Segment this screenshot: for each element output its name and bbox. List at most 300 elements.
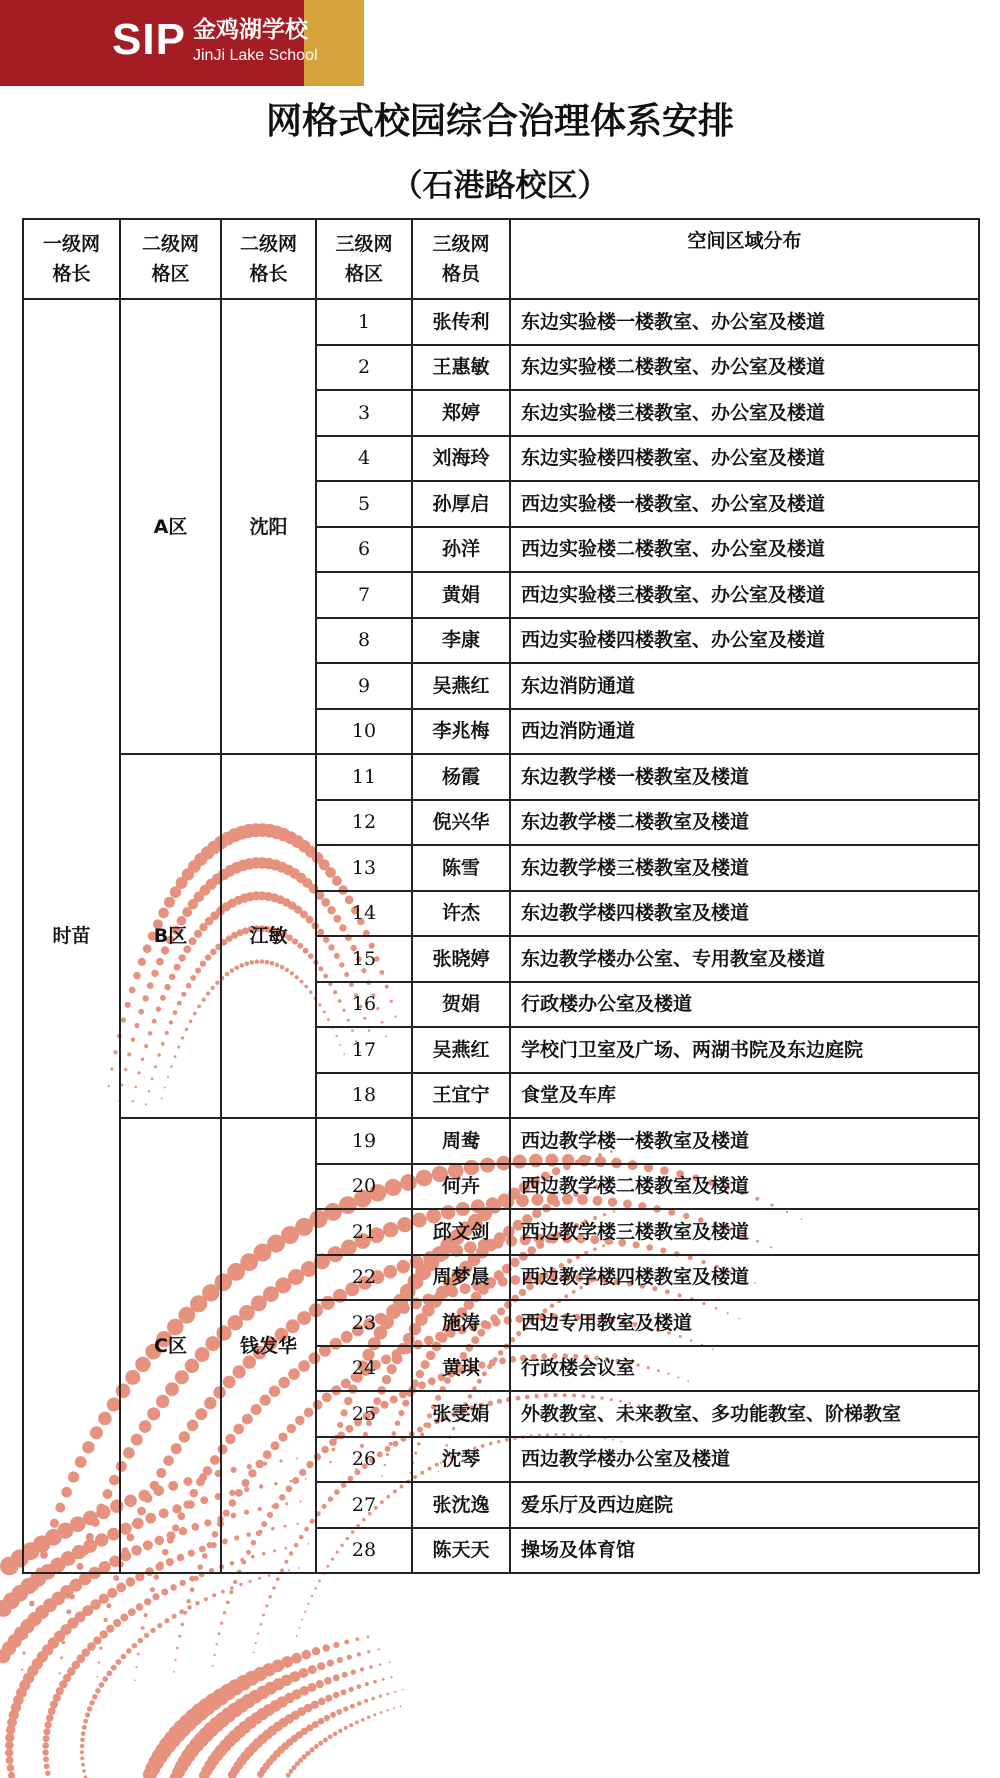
halftone-dot [317, 1662, 325, 1670]
halftone-dot [116, 1659, 122, 1665]
halftone-dot [186, 1599, 190, 1603]
area-cell: 东边实验楼一楼教室、办公室及楼道 [510, 299, 979, 345]
area-cell: 学校门卫室及广场、两湖书院及东边庭院 [510, 1027, 979, 1073]
halftone-dot [389, 1661, 391, 1663]
area-cell: 东边教学楼办公室、专用教室及楼道 [510, 936, 979, 982]
halftone-dot [265, 1604, 268, 1607]
table-row [23, 299, 979, 345]
halftone-dot [204, 1597, 208, 1601]
halftone-dot [318, 1741, 323, 1746]
halftone-dot [93, 1636, 101, 1644]
halftone-dot [6, 1756, 14, 1764]
halftone-dot [212, 1665, 214, 1667]
halftone-dot [387, 1693, 390, 1696]
halftone-dot [46, 1714, 54, 1722]
halftone-dot [44, 1763, 50, 1769]
halftone-dot [120, 1614, 128, 1622]
member-name-cell: 张晓婷 [412, 936, 510, 982]
halftone-dot [80, 1744, 84, 1748]
halftone-dot [152, 1593, 159, 1600]
member-name-cell: 邱文剑 [412, 1209, 510, 1255]
row-number-cell: 14 [316, 891, 412, 937]
halftone-dot [323, 1738, 328, 1743]
halftone-dot [128, 1608, 136, 1616]
area-cell: 东边实验楼二楼教室、办公室及楼道 [510, 345, 979, 391]
halftone-dot [378, 1648, 380, 1650]
table-body [23, 299, 979, 1573]
halftone-dot [357, 1701, 362, 1706]
area-cell: 行政楼会议室 [510, 1346, 979, 1392]
halftone-dot [150, 1628, 155, 1633]
halftone-dot [337, 1657, 343, 1663]
row-number-cell: 23 [316, 1300, 412, 1346]
halftone-dot [106, 1603, 111, 1608]
header-level2-zone: 二级网 格区 [120, 219, 221, 299]
zone-head-cell: 江敏 [221, 754, 316, 1118]
table-header-row [23, 219, 979, 299]
member-name-cell: 孙厚启 [412, 481, 510, 527]
halftone-dot [80, 1738, 85, 1743]
halftone-dot [226, 1601, 230, 1605]
halftone-dot [380, 1711, 383, 1714]
area-cell: 操场及体育馆 [510, 1528, 979, 1574]
halftone-dot [81, 1763, 85, 1767]
member-name-cell: 吴燕红 [412, 663, 510, 709]
halftone-dot [161, 1589, 168, 1596]
row-number-cell: 26 [316, 1437, 412, 1483]
row-number-cell: 1 [316, 299, 412, 345]
halftone-dot [281, 1656, 293, 1668]
member-name-cell: 施涛 [412, 1300, 510, 1346]
member-name-cell: 何卉 [412, 1164, 510, 1210]
page-title: 网格式校园综合治理体系安排 [265, 101, 734, 142]
halftone-dot [336, 1709, 342, 1715]
halftone-dot [344, 1726, 348, 1730]
halftone-dot [174, 1659, 176, 1661]
halftone-dot [314, 1744, 319, 1749]
halftone-dot [106, 1670, 112, 1676]
halftone-dot [239, 1583, 242, 1586]
row-number-cell: 2 [316, 345, 412, 391]
area-cell: 食堂及车库 [510, 1073, 979, 1119]
halftone-dot [233, 1580, 237, 1584]
area-cell: 西边实验楼三楼教室、办公室及楼道 [510, 572, 979, 618]
halftone-dot [338, 1729, 342, 1733]
halftone-dot [89, 1700, 94, 1705]
halftone-dot [314, 1587, 317, 1590]
member-name-cell: 王宜宁 [412, 1073, 510, 1119]
halftone-dot [379, 1695, 382, 1698]
halftone-dot [393, 1707, 395, 1709]
halftone-dot [82, 1769, 86, 1773]
header-level1-head: 一级网 格长 [23, 219, 120, 299]
halftone-dot [229, 1590, 233, 1594]
halftone-dot [361, 1718, 365, 1722]
member-name-cell: 贺娟 [412, 982, 510, 1028]
member-name-cell: 沈琴 [412, 1437, 510, 1483]
halftone-dot [291, 1653, 302, 1664]
halftone-dot [173, 1671, 175, 1673]
halftone-dot [190, 1587, 195, 1592]
header-gold-block [304, 0, 364, 86]
halftone-dot [308, 1665, 317, 1674]
zone-head-cell: 沈阳 [221, 299, 316, 754]
area-cell: 外教教室、未来教室、多功能教室、阶梯教室 [510, 1391, 979, 1437]
row-number-cell: 27 [316, 1482, 412, 1528]
area-cell: 西边教学楼二楼教室及楼道 [510, 1164, 979, 1210]
sip-logo-mark: SIP [112, 15, 186, 64]
area-cell: 东边教学楼一楼教室及楼道 [510, 754, 979, 800]
member-name-cell: 黄娟 [412, 572, 510, 618]
halftone-dot [48, 1707, 56, 1715]
halftone-dot [126, 1648, 132, 1654]
halftone-dot [176, 1647, 179, 1650]
halftone-dot [310, 1747, 315, 1752]
halftone-dot [296, 1635, 298, 1637]
area-cell: 西边教学楼办公室及楼道 [510, 1437, 979, 1483]
area-cell: 东边实验楼三楼教室、办公室及楼道 [510, 390, 979, 436]
halftone-dot [164, 1618, 169, 1623]
halftone-dot [349, 1723, 353, 1727]
halftone-dot [111, 1665, 117, 1671]
zone-cell: B区 [120, 754, 221, 1118]
area-cell: 东边教学楼二楼教室及楼道 [510, 800, 979, 846]
halftone-dot [87, 1706, 92, 1711]
row-number-cell: 17 [316, 1027, 412, 1073]
halftone-dot [357, 1684, 362, 1689]
area-cell: 西边专用教室及楼道 [510, 1300, 979, 1346]
halftone-dot [325, 1695, 332, 1702]
halftone-dot [102, 1676, 108, 1682]
halftone-dot [189, 1576, 195, 1582]
row-number-cell: 11 [316, 754, 412, 800]
row-number-cell: 7 [316, 572, 412, 618]
halftone-dot [59, 1672, 61, 1674]
halftone-dot [373, 1713, 376, 1716]
member-name-cell: 吴燕红 [412, 1027, 510, 1073]
halftone-dot [318, 1698, 326, 1706]
row-number-cell: 4 [316, 436, 412, 482]
level1-head-cell: 时苗 [23, 299, 120, 1573]
halftone-dot [223, 1611, 226, 1614]
halftone-dot [318, 1580, 321, 1583]
halftone-dot [106, 1625, 114, 1633]
member-name-cell: 李康 [412, 618, 510, 664]
halftone-dot [212, 1593, 216, 1597]
halftone-dot [327, 1659, 334, 1666]
halftone-dot [307, 1603, 309, 1605]
row-number-cell: 9 [316, 663, 412, 709]
halftone-dot [302, 1650, 312, 1660]
halftone-dot [82, 1725, 87, 1730]
member-name-cell: 杨霞 [412, 754, 510, 800]
halftone-dot [138, 1638, 144, 1644]
halftone-dot [95, 1688, 101, 1694]
halftone-dot [257, 1632, 259, 1634]
halftone-dot [29, 1601, 35, 1607]
member-name-cell: 周梦晨 [412, 1255, 510, 1301]
row-number-cell: 13 [316, 845, 412, 891]
halftone-dot [92, 1694, 98, 1700]
halftone-dot [179, 1609, 184, 1614]
halftone-dot [218, 1632, 221, 1635]
area-cell: 西边教学楼一楼教室及楼道 [510, 1118, 979, 1164]
row-number-cell: 5 [316, 481, 412, 527]
member-name-cell: 倪兴华 [412, 800, 510, 846]
halftone-dot [369, 1665, 373, 1669]
halftone-dot [141, 1626, 145, 1630]
row-number-cell: 28 [316, 1528, 412, 1574]
halftone-dot [394, 1691, 396, 1693]
halftone-dot [113, 1619, 121, 1627]
halftone-dot [344, 1640, 349, 1645]
member-name-cell: 张雯娟 [412, 1391, 510, 1437]
halftone-dot [402, 1689, 404, 1691]
header-level3-zone: 三级网 格区 [316, 219, 412, 299]
halftone-dot [351, 1670, 356, 1675]
halftone-dot [330, 1712, 336, 1718]
halftone-dot [150, 1587, 155, 1592]
halftone-dot [349, 1687, 354, 1692]
header-level3-member: 三级网 格员 [412, 219, 510, 299]
halftone-dot [311, 1701, 319, 1709]
halftone-dot [80, 1750, 84, 1754]
halftone-dot [342, 1672, 348, 1678]
header-banner [0, 0, 364, 86]
halftone-dot [98, 1661, 100, 1663]
table-row [23, 754, 979, 800]
halftone-dot [343, 1706, 348, 1711]
halftone-dot [97, 1676, 99, 1678]
halftone-dot [21, 1669, 23, 1671]
row-number-cell: 12 [316, 800, 412, 846]
halftone-dot [312, 1721, 319, 1728]
halftone-dot [44, 1721, 51, 1728]
halftone-dot [323, 1644, 330, 1651]
area-cell: 东边实验楼四楼教室、办公室及楼道 [510, 436, 979, 482]
halftone-dot [180, 1580, 186, 1586]
halftone-dot [350, 1704, 355, 1709]
halftone-dot [299, 1668, 309, 1678]
halftone-dot [116, 1583, 126, 1593]
halftone-dot [276, 1577, 280, 1581]
member-name-cell: 张传利 [412, 299, 510, 345]
halftone-dot [307, 1683, 316, 1692]
halftone-dot [379, 1663, 382, 1666]
row-number-cell: 16 [316, 982, 412, 1028]
halftone-dot [104, 1618, 108, 1622]
row-number-cell: 8 [316, 618, 412, 664]
halftone-dot [299, 1627, 301, 1629]
halftone-dot [333, 1692, 340, 1699]
halftone-dot [221, 1590, 225, 1594]
halftone-dot [80, 1757, 84, 1761]
area-cell: 东边教学楼三楼教室及楼道 [510, 845, 979, 891]
halftone-dot [216, 1643, 218, 1645]
row-number-cell: 18 [316, 1073, 412, 1119]
area-cell: 西边实验楼二楼教室、办公室及楼道 [510, 527, 979, 573]
halftone-dot [22, 1652, 25, 1655]
halftone-dot [220, 1622, 223, 1625]
halftone-dot [367, 1716, 370, 1719]
halftone-dot [137, 1653, 140, 1656]
area-cell: 爱乐厅及西边庭院 [510, 1482, 979, 1528]
area-cell: 西边教学楼三楼教室及楼道 [510, 1209, 979, 1255]
halftone-dot [107, 1588, 117, 1598]
member-name-cell: 孙洋 [412, 527, 510, 573]
halftone-dot [386, 1709, 388, 1711]
row-number-cell: 22 [316, 1255, 412, 1301]
zone-cell: A区 [120, 299, 221, 754]
halftone-dot [85, 1712, 90, 1717]
halftone-dot [305, 1751, 310, 1756]
halftone-dot [249, 1580, 252, 1583]
halftone-dot [178, 1635, 181, 1638]
halftone-dot [99, 1647, 102, 1650]
halftone-dot [170, 1584, 177, 1591]
halftone-dot [8, 1772, 15, 1778]
row-number-cell: 6 [316, 527, 412, 573]
halftone-dot [83, 1719, 88, 1724]
halftone-dot [367, 1635, 370, 1638]
halftone-dot [301, 1619, 303, 1621]
halftone-dot [311, 1595, 313, 1597]
halftone-dot [81, 1731, 86, 1736]
halftone-dot [341, 1689, 347, 1695]
halftone-dot [154, 1574, 160, 1580]
halftone-dot [333, 1674, 340, 1681]
area-cell: 西边实验楼一楼教室、办公室及楼道 [510, 481, 979, 527]
halftone-dot [7, 1764, 15, 1772]
halftone-dot [316, 1680, 324, 1688]
halftone-dot [43, 1735, 50, 1742]
halftone-dot [144, 1613, 148, 1617]
halftone-dot [66, 1609, 71, 1614]
halftone-dot [43, 1728, 50, 1735]
halftone-dot [45, 1771, 50, 1776]
grid-arrangement-table [22, 218, 980, 1574]
halftone-dot [272, 1586, 276, 1590]
halftone-dot [172, 1614, 177, 1619]
row-number-cell: 20 [316, 1164, 412, 1210]
halftone-dot [356, 1637, 360, 1641]
area-cell: 西边教学楼四楼教室及楼道 [510, 1255, 979, 1301]
halftone-dot [42, 1749, 48, 1755]
page-subtitle: （石港路校区） [391, 168, 609, 204]
area-cell: 行政楼办公室及楼道 [510, 982, 979, 1028]
halftone-dot [134, 1680, 136, 1682]
halftone-dot [255, 1642, 257, 1644]
area-cell: 西边消防通道 [510, 709, 979, 755]
halftone-dot [400, 1705, 402, 1707]
row-number-cell: 19 [316, 1118, 412, 1164]
halftone-dot [357, 1652, 361, 1656]
halftone-dot [324, 1715, 330, 1721]
halftone-dot [390, 1676, 392, 1678]
halftone-dot [99, 1682, 105, 1688]
halftone-dot [230, 1586, 234, 1590]
header-level2-head: 二级网 格长 [221, 219, 316, 299]
row-number-cell: 10 [316, 709, 412, 755]
halftone-dot [157, 1623, 162, 1628]
halftone-dot [371, 1697, 375, 1701]
halftone-dot [382, 1678, 385, 1681]
halftone-dot [268, 1574, 271, 1577]
halftone-dot [318, 1718, 325, 1725]
member-name-cell: 张沈逸 [412, 1482, 510, 1528]
halftone-dot [253, 1652, 255, 1654]
member-name-cell: 李兆梅 [412, 709, 510, 755]
member-name-cell: 陈雪 [412, 845, 510, 891]
halftone-dot [347, 1655, 352, 1660]
halftone-dot [42, 1742, 49, 1749]
row-number-cell: 3 [316, 390, 412, 436]
member-name-cell: 王惠敏 [412, 345, 510, 391]
halftone-dot [324, 1677, 332, 1685]
halftone-dot [135, 1666, 137, 1668]
halftone-dot [136, 1603, 144, 1611]
halftone-dot [373, 1680, 377, 1684]
halftone-dot [60, 1656, 63, 1659]
halftone-dot [259, 1623, 262, 1626]
row-number-cell: 21 [316, 1209, 412, 1255]
halftone-dot [304, 1611, 306, 1613]
halftone-dot [355, 1721, 359, 1725]
halftone-dot [187, 1605, 192, 1610]
member-name-cell: 许杰 [412, 891, 510, 937]
halftone-dot [364, 1699, 368, 1703]
table-row [23, 1118, 979, 1164]
halftone-dot [312, 1647, 320, 1655]
halftone-dot [181, 1623, 185, 1627]
member-name-cell: 陈天天 [412, 1528, 510, 1574]
area-cell: 西边实验楼四楼教室、办公室及楼道 [510, 618, 979, 664]
halftone-dot [367, 1650, 370, 1653]
halftone-dot [113, 1575, 119, 1581]
halftone-dot [144, 1598, 151, 1605]
school-name-cn: 金鸡湖学校 [193, 17, 308, 43]
halftone-dot [195, 1601, 199, 1605]
halftone-dot [328, 1734, 333, 1739]
member-name-cell: 黄琪 [412, 1346, 510, 1392]
halftone-dot [214, 1654, 216, 1656]
row-number-cell: 25 [316, 1391, 412, 1437]
halftone-dot [43, 1756, 49, 1762]
halftone-dot [100, 1630, 108, 1638]
halftone-dot [333, 1732, 338, 1737]
member-name-cell: 郑婷 [412, 390, 510, 436]
row-number-cell: 24 [316, 1346, 412, 1392]
halftone-dot [365, 1682, 369, 1686]
halftone-dot [5, 1749, 13, 1757]
halftone-dot [262, 1614, 265, 1617]
area-cell: 东边教学楼四楼教室及楼道 [510, 891, 979, 937]
halftone-dot [99, 1594, 109, 1604]
school-name-en: JinJi Lake School [193, 47, 318, 64]
halftone-dot [144, 1633, 149, 1638]
member-name-cell: 周鸯 [412, 1118, 510, 1164]
halftone-dot [258, 1577, 261, 1580]
zone-cell: C区 [120, 1118, 221, 1573]
member-name-cell: 刘海玲 [412, 436, 510, 482]
zone-head-cell: 钱发华 [221, 1118, 316, 1573]
halftone-dot [121, 1654, 127, 1660]
halftone-dot [132, 1643, 138, 1649]
area-cell: 东边消防通道 [510, 663, 979, 709]
row-number-cell: 15 [316, 936, 412, 982]
halftone-dot [333, 1642, 339, 1648]
halftone-dot [269, 1595, 272, 1598]
